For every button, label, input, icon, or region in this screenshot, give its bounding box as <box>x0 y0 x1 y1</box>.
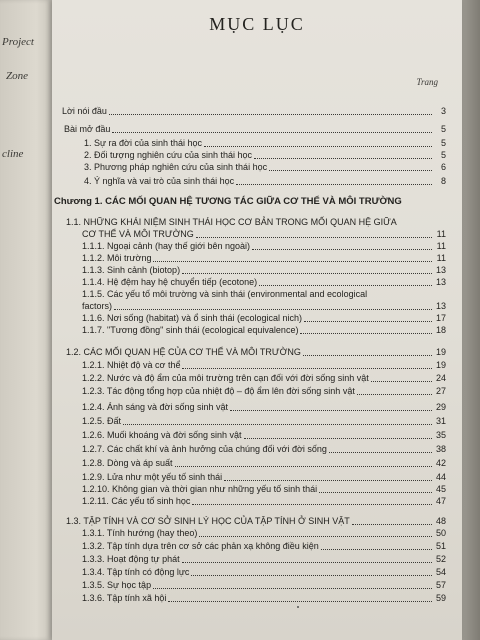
dot-leader <box>204 146 432 147</box>
toc-entry-1-1-3 <box>82 265 446 276</box>
toc-entry-1-1-5-line1 <box>82 289 446 300</box>
toc-entry-1-2-4 <box>82 402 446 413</box>
entry-title: 1.3.5. Sự học tập <box>82 580 152 590</box>
dot-leader <box>321 549 432 550</box>
dot-leader <box>230 410 432 411</box>
dot-leader <box>357 394 432 395</box>
entry-title: 3. Phương pháp nghiên cứu của sinh thái học <box>84 162 268 172</box>
toc-entry-bm-3 <box>84 162 446 173</box>
entry-title: 1.1.4. Hệ đệm hay hệ chuyển tiếp (ecotone) <box>82 277 258 287</box>
toc-entry-1-1-5-line2 <box>82 301 446 312</box>
entry-page: 18 <box>435 325 446 335</box>
toc-entry-1-1-7 <box>82 325 446 336</box>
entry-title: 1. Sự ra đời của sinh thái học <box>84 138 202 148</box>
toc-section-1-1-line2 <box>82 229 446 240</box>
strip-word-cline: cline <box>2 148 24 160</box>
entry-title: 1.2.6. Muối khoáng và đời sống sinh vật <box>82 430 242 440</box>
toc-entry-bai-mo-dau <box>64 124 446 135</box>
entry-page: 19 <box>435 347 446 357</box>
entry-page: 19 <box>435 360 446 370</box>
background-edge <box>462 0 480 640</box>
entry-title: factors) <box>82 301 113 311</box>
entry-page: 27 <box>435 386 446 396</box>
toc-entry-1-2-7 <box>82 444 446 455</box>
entry-title: 1.3.6. Tập tính xã hội <box>82 593 167 603</box>
dot-leader <box>236 184 432 185</box>
dot-leader <box>182 368 432 369</box>
toc-entry-bm-1 <box>84 138 446 149</box>
page-speck <box>297 606 299 608</box>
entry-title: 1.3.4. Tập tính có động lực <box>82 567 190 577</box>
adjacent-page-strip <box>0 0 52 640</box>
entry-title: 1.2.10. Không gian và thời gian như những yếu tố sinh thái <box>82 484 318 494</box>
toc-section-1-1-line1 <box>66 217 446 228</box>
dot-leader <box>153 588 432 589</box>
toc-entry-1-3-6 <box>82 593 446 604</box>
entry-title: 1.3.1. Tính hướng (hay theo) <box>82 528 198 538</box>
entry-page: 44 <box>435 472 446 482</box>
entry-title: 1.2.4. Ánh sáng và đời sống sinh vật <box>82 402 228 412</box>
dot-leader <box>244 438 433 439</box>
toc-entry-1-3-1 <box>82 528 446 539</box>
toc-chapter-1 <box>54 196 446 207</box>
section-title: 1.3. TẬP TÍNH VÀ CƠ SỞ SINH LÝ HỌC CỦA TẬP TÍNH Ở SINH VẬT <box>66 516 350 526</box>
entry-title: 1.2.11. Các yếu tố sinh học <box>82 496 191 506</box>
section-title: CƠ THỂ VÀ MÔI TRƯỜNG <box>82 229 194 239</box>
dot-leader <box>114 309 432 310</box>
entry-page: 5 <box>440 138 446 148</box>
toc-entry-1-2-9 <box>82 472 446 483</box>
toc-entry-1-2-10 <box>82 484 446 495</box>
toc-entry-1-3-2 <box>82 541 446 552</box>
entry-page: 24 <box>435 373 446 383</box>
entry-page: 13 <box>435 301 446 311</box>
dot-leader <box>182 562 432 563</box>
entry-page: 17 <box>435 313 446 323</box>
toc-section-1-2 <box>66 347 446 358</box>
dot-leader <box>168 601 432 602</box>
dot-leader <box>319 492 432 493</box>
dot-leader <box>123 424 432 425</box>
entry-page: 6 <box>440 162 446 172</box>
entry-title: 1.3.2. Tập tính dựa trên cơ sở các phản xạ không điều kiện <box>82 541 319 551</box>
dot-leader <box>329 452 432 453</box>
entry-page: 3 <box>440 106 446 116</box>
entry-page: 5 <box>440 124 446 134</box>
entry-page: 42 <box>435 458 446 468</box>
dot-leader <box>191 575 432 576</box>
entry-page: 38 <box>435 444 446 454</box>
page-column-label: Trang <box>416 77 438 87</box>
entry-title: 1.2.3. Tác động tổng hợp của nhiệt độ – độ ẩm lên đời sống sinh vật <box>82 386 355 396</box>
dot-leader <box>254 158 432 159</box>
toc-section-1-3 <box>66 516 446 527</box>
entry-page: 45 <box>435 484 446 494</box>
entry-page: 57 <box>435 580 446 590</box>
entry-title: 1.1.2. Môi trường <box>82 253 152 263</box>
entry-page: 35 <box>435 430 446 440</box>
entry-title: 1.2.7. Các chất khí và ảnh hưởng của chúng đối với đời sống <box>82 444 327 454</box>
toc-entry-1-1-6 <box>82 313 446 324</box>
toc-entry-1-2-5 <box>82 416 446 427</box>
entry-page: 11 <box>436 229 446 239</box>
entry-page: 48 <box>435 516 446 526</box>
chapter-title: Chương 1. CÁC MỐI QUAN HỆ TƯƠNG TÁC GIỮA CƠ THỂ VÀ MÔI TRƯỜNG <box>54 196 402 207</box>
entry-page: 29 <box>435 402 446 412</box>
dot-leader <box>153 261 432 262</box>
dot-leader <box>304 321 432 322</box>
entry-page: 13 <box>435 265 446 275</box>
entry-title: 1.2.9. Lửa như một yếu tố sinh thái <box>82 472 223 482</box>
toc-entry-1-1-1 <box>82 241 446 252</box>
entry-title: 1.1.3. Sinh cảnh (biotop) <box>82 265 181 275</box>
entry-title: 4. Ý nghĩa và vai trò của sinh thái học <box>84 176 235 186</box>
entry-page: 59 <box>435 593 446 603</box>
dot-leader <box>259 285 432 286</box>
entry-title: 1.1.5. Các yếu tố môi trường và sinh thái (environmental and ecological <box>82 289 368 299</box>
entry-page: 50 <box>435 528 446 538</box>
toc-entry-1-2-8 <box>82 458 446 469</box>
dot-leader <box>109 114 432 115</box>
toc-entry-1-2-2 <box>82 373 446 384</box>
dot-leader <box>252 249 432 250</box>
dot-leader <box>199 536 432 537</box>
toc-entry-bm-4 <box>84 176 446 187</box>
entry-title: 1.3.3. Hoạt động tự phát <box>82 554 180 564</box>
toc-entry-bm-2 <box>84 150 446 161</box>
entry-title: 1.2.8. Dòng và áp suất <box>82 458 173 468</box>
dot-leader <box>300 333 432 334</box>
entry-page: 11 <box>436 253 446 263</box>
toc-entry-1-2-1 <box>82 360 446 371</box>
dot-leader <box>182 273 432 274</box>
page-title: MỤC LỤC <box>209 14 305 34</box>
strip-word-zone: Zone <box>6 70 28 82</box>
dot-leader <box>269 170 432 171</box>
entry-page: 54 <box>435 567 446 577</box>
entry-page: 13 <box>435 277 446 287</box>
entry-title: 1.2.2. Nước và độ ẩm của môi trường trên cạn đối với đời sống sinh vật <box>82 373 369 383</box>
entry-page: 31 <box>435 416 446 426</box>
entry-page: 51 <box>435 541 446 551</box>
dot-leader <box>352 524 432 525</box>
strip-word-project: Project <box>2 36 34 48</box>
entry-page: 11 <box>436 241 446 251</box>
toc-entry-1-1-2 <box>82 253 446 264</box>
entry-title: 1.2.1. Nhiệt độ và cơ thể <box>82 360 181 370</box>
entry-page: 8 <box>440 176 446 186</box>
entry-title: Lời nói đầu <box>62 106 107 116</box>
toc-entry-1-2-6 <box>82 430 446 441</box>
dot-leader <box>112 132 432 133</box>
dot-leader <box>175 466 432 467</box>
entry-page: 52 <box>435 554 446 564</box>
section-title: 1.2. CÁC MỐI QUAN HỆ CỦA CƠ THỂ VÀ MÔI TRƯỜNG <box>66 347 301 357</box>
entry-title: 1.1.6. Nơi sống (habitat) và ổ sinh thái (ecological nich) <box>82 313 303 323</box>
dot-leader <box>196 237 432 238</box>
entry-title: 1.1.7. "Tương đồng" sinh thái (ecological equivalence) <box>82 325 299 335</box>
toc-entry-1-1-4 <box>82 277 446 288</box>
entry-page: 5 <box>440 150 446 160</box>
entry-title: 1.2.5. Đất <box>82 416 122 426</box>
entry-title: 2. Đối tượng nghiên cứu của sinh thái học <box>84 150 253 160</box>
toc-entry-loi-noi-dau <box>62 106 446 117</box>
section-title: 1.1. NHỮNG KHÁI NIỆM SINH THÁI HỌC CƠ BẢN TRONG MỐI QUAN HỆ GIỮA <box>66 217 397 227</box>
toc-entry-1-2-3 <box>82 386 446 397</box>
toc-entry-1-3-3 <box>82 554 446 565</box>
toc-entry-1-3-4 <box>82 567 446 578</box>
toc-page <box>52 0 462 640</box>
dot-leader <box>224 480 432 481</box>
entry-page: 47 <box>435 496 446 506</box>
toc-entry-1-2-11 <box>82 496 446 507</box>
entry-title: Bài mở đầu <box>64 124 111 134</box>
toc-entry-1-3-5 <box>82 580 446 591</box>
dot-leader <box>303 355 432 356</box>
dot-leader <box>192 504 432 505</box>
entry-title: 1.1.1. Ngoại cảnh (hay thế giới bên ngoài) <box>82 241 251 251</box>
dot-leader <box>371 381 432 382</box>
